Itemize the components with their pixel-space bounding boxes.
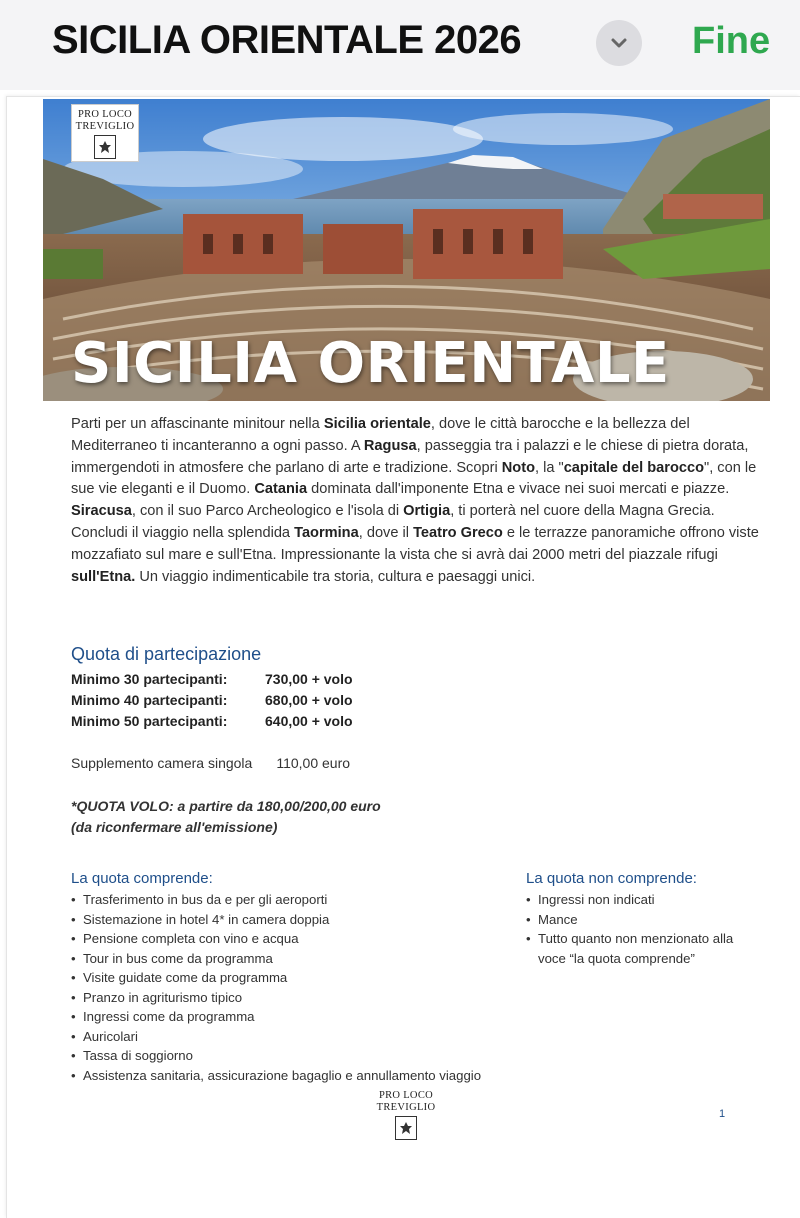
price-value: 680,00 + volo: [265, 692, 353, 708]
list-item: • Tutto quanto non menzionato alla voce “la quota comprende”: [526, 929, 756, 968]
list-item: • Tour in bus come da programma: [71, 949, 511, 969]
includes-list: [71, 890, 511, 1085]
list-item: • Trasferimento in bus da e per gli aeroporti: [71, 890, 511, 910]
list-item: • Assistenza sanitaria, assicurazione bagaglio e annullamento viaggio: [71, 1066, 511, 1086]
price-row: [71, 692, 353, 708]
list-item: • Sistemazione in hotel 4* in camera doppia: [71, 910, 511, 930]
crest-icon: [94, 135, 116, 159]
intro-paragraph: [71, 414, 771, 588]
body-text: ", con le sue vie eleganti e il Duomo.: [71, 459, 757, 498]
list-item: • Ingressi non indicati: [526, 890, 756, 910]
highlight-text: Ortigia: [403, 503, 451, 520]
flight-quota-line-2: (da riconfermare all'emissione): [71, 819, 278, 835]
highlight-text: Catania: [254, 481, 308, 498]
footer-logo-line-1: PRO LOCO: [378, 1090, 434, 1101]
list-item: • Visite guidate come da programma: [71, 968, 511, 988]
body-text: e le terrazze panoramiche offrono viste mozzafiato sul mare e sull'Etna. Impressionante la vista che si avrà dai 2000 metri del piazzale rifugi: [71, 524, 759, 563]
supplement-label: Supplemento camera singola: [71, 755, 253, 771]
flight-quota-line-1: *QUOTA VOLO: a partire da 180,00/200,00 euro: [71, 798, 381, 814]
excludes-list: [526, 890, 756, 968]
pro-loco-logo: [71, 104, 139, 162]
crest-icon: [395, 1116, 417, 1140]
body-text: dominata dall'imponente Etna e vivace nei suoi mercati e piazze.: [307, 481, 730, 498]
highlight-text: Taormina: [294, 524, 359, 541]
done-button[interactable]: Fine: [692, 20, 771, 62]
logo-line-2: TREVIGLIO: [75, 121, 135, 132]
single-room-supplement: [71, 755, 350, 771]
footer-logo-line-2: TREVIGLIO: [376, 1102, 436, 1113]
chevron-down-icon: [608, 32, 630, 54]
list-item: • Ingressi come da programma: [71, 1007, 511, 1027]
list-item: • Auricolari: [71, 1027, 511, 1047]
top-bar: [0, 0, 800, 90]
quota-title: Quota di partecipazione: [71, 644, 262, 664]
body-text: , con il suo Parco Archeologico e l'isola di: [131, 503, 404, 520]
body-text: , passeggia tra i palazzi e le chiese di pietra dorata, immergendoti in atmosfere che parlano di arte e tradizione. Scopri: [71, 437, 749, 476]
price-value: 640,00 + volo: [265, 713, 353, 729]
body-text: , la ": [534, 459, 564, 476]
price-value: 730,00 + volo: [265, 671, 353, 687]
list-item: • Tassa di soggiorno: [71, 1046, 511, 1066]
highlight-text: Ragusa: [363, 437, 417, 454]
price-row: [71, 713, 353, 729]
flight-quota-note: [71, 796, 381, 838]
footer-logo: [372, 1090, 440, 1146]
excludes-title: La quota non comprende:: [526, 870, 697, 887]
body-text: , dove il: [358, 524, 414, 541]
highlight-text: sull'Etna.: [71, 568, 136, 585]
body-text: Parti per un affascinante minitour nella: [71, 416, 324, 432]
logo-line-1: PRO LOCO: [77, 109, 133, 120]
document-title: SICILIA ORIENTALE 2026: [52, 18, 522, 62]
price-label: Minimo 30 partecipanti:: [71, 671, 228, 687]
body-text: , dove le città barocche e la bellezza del Mediterraneo ti incanteranno a ogni passo. A: [71, 416, 690, 454]
highlight-text: Sicilia orientale: [323, 416, 431, 432]
supplement-value: 110,00 euro: [276, 755, 351, 771]
includes-title: La quota comprende:: [71, 870, 213, 887]
body-text: Un viaggio indimenticabile tra storia, cultura e paesaggi unici.: [135, 568, 536, 585]
highlight-text: Siracusa: [71, 503, 132, 520]
body-text: , ti porterà nel cuore della Magna Grecia. Concludi il viaggio nella splendida: [71, 503, 715, 541]
page-number: 1: [719, 1108, 726, 1120]
highlight-text: Noto: [501, 459, 535, 476]
price-row: [71, 671, 353, 687]
list-item: • Pensione completa con vino e acqua: [71, 929, 511, 949]
highlight-text: Teatro Greco: [413, 524, 503, 541]
price-label: Minimo 40 partecipanti:: [71, 692, 228, 708]
title-menu-button[interactable]: [596, 20, 642, 66]
highlight-text: capitale del barocco: [563, 459, 705, 476]
list-item: • Mance: [526, 910, 756, 930]
hero-image: [43, 99, 770, 401]
hero-title: SICILIA ORIENTALE: [71, 331, 670, 396]
list-item: • Pranzo in agriturismo tipico: [71, 988, 511, 1008]
price-label: Minimo 50 partecipanti:: [71, 713, 228, 729]
